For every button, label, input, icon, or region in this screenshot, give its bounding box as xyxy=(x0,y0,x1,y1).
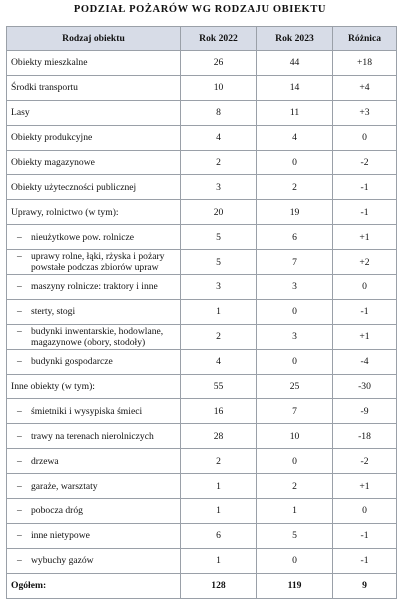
row-name-cell: Obiekty mieszkalne xyxy=(7,51,181,76)
row-value-2023: 3 xyxy=(257,324,333,349)
row-value-2023: 25 xyxy=(257,374,333,399)
row-value-2023: 0 xyxy=(257,349,333,374)
row-value-2023: 0 xyxy=(257,449,333,474)
table-row xyxy=(7,374,397,399)
table-row xyxy=(7,150,397,175)
sub-item-dash: – xyxy=(17,530,22,542)
row-value-2022: 8 xyxy=(181,100,257,125)
table-subrow xyxy=(7,548,397,573)
row-value-2022: 10 xyxy=(181,75,257,100)
row-value-2023: 7 xyxy=(257,399,333,424)
row-difference: -9 xyxy=(333,399,397,424)
table-subrow xyxy=(7,250,397,275)
row-value-2022: 3 xyxy=(181,275,257,300)
row-value-2022: 2 xyxy=(181,324,257,349)
row-name: uprawy rolne, łąki, rżyska i pożary powstałe podczas zbiorów upraw xyxy=(31,251,165,274)
row-value-2023: 0 xyxy=(257,150,333,175)
row-name-cell: Obiekty produkcyjne xyxy=(7,125,181,150)
sub-item-dash: – xyxy=(17,405,22,417)
sub-item-dash: – xyxy=(17,555,22,567)
row-value-2023: 0 xyxy=(257,299,333,324)
total-label: Ogółem: xyxy=(7,573,181,598)
row-value-2022: 2 xyxy=(181,150,257,175)
row-difference: +1 xyxy=(333,225,397,250)
row-value-2022: 1 xyxy=(181,299,257,324)
row-difference: +18 xyxy=(333,51,397,76)
row-difference: -2 xyxy=(333,449,397,474)
row-difference: 0 xyxy=(333,499,397,524)
row-value-2023: 6 xyxy=(257,225,333,250)
row-value-2023: 7 xyxy=(257,250,333,275)
sub-item-dash: – xyxy=(17,231,22,243)
row-name: trawy na terenach nierolniczych xyxy=(31,430,154,442)
row-name: garaże, warsztaty xyxy=(31,480,98,492)
sub-item-dash: – xyxy=(17,480,22,492)
table-title: PODZIAŁ POŻARÓW WG RODZAJU OBIEKTU xyxy=(73,4,327,15)
table-row xyxy=(7,125,397,150)
sub-item-dash: – xyxy=(17,356,22,368)
row-value-2023: 19 xyxy=(257,200,333,225)
row-difference: +1 xyxy=(333,474,397,499)
table-subrow xyxy=(7,299,397,324)
table-subrow xyxy=(7,399,397,424)
row-name-cell xyxy=(7,474,181,499)
table-row xyxy=(7,175,397,200)
row-value-2022: 1 xyxy=(181,474,257,499)
header-difference: Różnica xyxy=(333,27,397,51)
row-value-2022: 3 xyxy=(181,175,257,200)
row-value-2023: 14 xyxy=(257,75,333,100)
table-subrow xyxy=(7,349,397,374)
table-subrow xyxy=(7,275,397,300)
row-difference: -1 xyxy=(333,175,397,200)
row-difference: +2 xyxy=(333,250,397,275)
header-row xyxy=(7,27,397,51)
row-name: wybuchy gazów xyxy=(31,555,94,567)
row-value-2022: 4 xyxy=(181,349,257,374)
total-row xyxy=(7,573,397,598)
row-value-2023: 5 xyxy=(257,523,333,548)
row-difference: +3 xyxy=(333,100,397,125)
row-name: inne nietypowe xyxy=(31,530,90,542)
table-subrow xyxy=(7,499,397,524)
total-2022: 128 xyxy=(181,573,257,598)
row-name-cell: Obiekty magazynowe xyxy=(7,150,181,175)
header-object-type: Rodzaj obiektu xyxy=(7,27,181,51)
fires-table xyxy=(6,26,397,599)
row-difference: 0 xyxy=(333,125,397,150)
sub-item-dash: – xyxy=(17,306,22,318)
row-difference: -2 xyxy=(333,150,397,175)
header-year-2023: Rok 2023 xyxy=(257,27,333,51)
row-name-cell xyxy=(7,250,181,275)
row-value-2022: 1 xyxy=(181,499,257,524)
header-year-2022: Rok 2022 xyxy=(181,27,257,51)
row-name-cell: Obiekty użyteczności publicznej xyxy=(7,175,181,200)
row-value-2022: 5 xyxy=(181,225,257,250)
row-name: maszyny rolnicze: traktory i inne xyxy=(31,281,158,293)
row-name: budynki gospodarcze xyxy=(31,356,113,368)
row-value-2022: 16 xyxy=(181,399,257,424)
total-2023: 119 xyxy=(257,573,333,598)
row-name: nieużytkowe pow. rolnicze xyxy=(31,231,135,243)
row-value-2022: 55 xyxy=(181,374,257,399)
row-name-cell xyxy=(7,548,181,573)
row-difference: -1 xyxy=(333,200,397,225)
sub-item-dash: – xyxy=(17,325,22,337)
sub-item-dash: – xyxy=(17,430,22,442)
row-value-2022: 26 xyxy=(181,51,257,76)
row-value-2023: 3 xyxy=(257,275,333,300)
row-name: budynki inwentarskie, hodowlane, magazynowe (obory, stodoły) xyxy=(31,325,164,348)
sub-item-dash: – xyxy=(17,281,22,293)
row-value-2023: 2 xyxy=(257,175,333,200)
row-difference: -1 xyxy=(333,299,397,324)
row-value-2022: 1 xyxy=(181,548,257,573)
table-row xyxy=(7,75,397,100)
row-value-2023: 2 xyxy=(257,474,333,499)
row-difference: -1 xyxy=(333,523,397,548)
table-subrow xyxy=(7,324,397,349)
table-subrow xyxy=(7,225,397,250)
row-name: śmietniki i wysypiska śmieci xyxy=(31,405,143,417)
table-subrow xyxy=(7,474,397,499)
row-value-2022: 4 xyxy=(181,125,257,150)
row-name-cell: Inne obiekty (w tym): xyxy=(7,374,181,399)
row-value-2022: 5 xyxy=(181,250,257,275)
table-subrow xyxy=(7,424,397,449)
row-name: pobocza dróg xyxy=(31,505,83,517)
row-value-2023: 0 xyxy=(257,548,333,573)
sub-item-dash: – xyxy=(17,455,22,467)
row-value-2023: 44 xyxy=(257,51,333,76)
row-name-cell xyxy=(7,225,181,250)
row-difference: +1 xyxy=(333,324,397,349)
row-name-cell xyxy=(7,449,181,474)
sub-item-dash: – xyxy=(17,505,22,517)
row-name: sterty, stogi xyxy=(31,306,76,318)
row-difference: 0 xyxy=(333,275,397,300)
row-value-2022: 6 xyxy=(181,523,257,548)
row-value-2023: 4 xyxy=(257,125,333,150)
row-value-2022: 28 xyxy=(181,424,257,449)
table-subrow xyxy=(7,523,397,548)
row-difference: -1 xyxy=(333,548,397,573)
row-value-2023: 11 xyxy=(257,100,333,125)
row-name-cell: Uprawy, rolnictwo (w tym): xyxy=(7,200,181,225)
sub-item-dash: – xyxy=(17,251,22,263)
row-value-2023: 10 xyxy=(257,424,333,449)
row-name-cell xyxy=(7,499,181,524)
row-value-2023: 1 xyxy=(257,499,333,524)
row-name-cell xyxy=(7,275,181,300)
row-name-cell xyxy=(7,424,181,449)
row-name-cell xyxy=(7,324,181,349)
row-difference: -18 xyxy=(333,424,397,449)
row-name-cell xyxy=(7,523,181,548)
table-subrow xyxy=(7,449,397,474)
row-value-2022: 20 xyxy=(181,200,257,225)
row-name-cell xyxy=(7,349,181,374)
row-name-cell xyxy=(7,299,181,324)
total-difference: 9 xyxy=(333,573,397,598)
table-row xyxy=(7,51,397,76)
row-difference: -30 xyxy=(333,374,397,399)
row-difference: -4 xyxy=(333,349,397,374)
row-name-cell xyxy=(7,399,181,424)
table-row xyxy=(7,100,397,125)
table-row xyxy=(7,200,397,225)
row-name-cell: Lasy xyxy=(7,100,181,125)
table-body xyxy=(7,51,397,574)
row-name: drzewa xyxy=(31,455,59,467)
row-value-2022: 2 xyxy=(181,449,257,474)
row-name-cell: Środki transportu xyxy=(7,75,181,100)
row-difference: +4 xyxy=(333,75,397,100)
